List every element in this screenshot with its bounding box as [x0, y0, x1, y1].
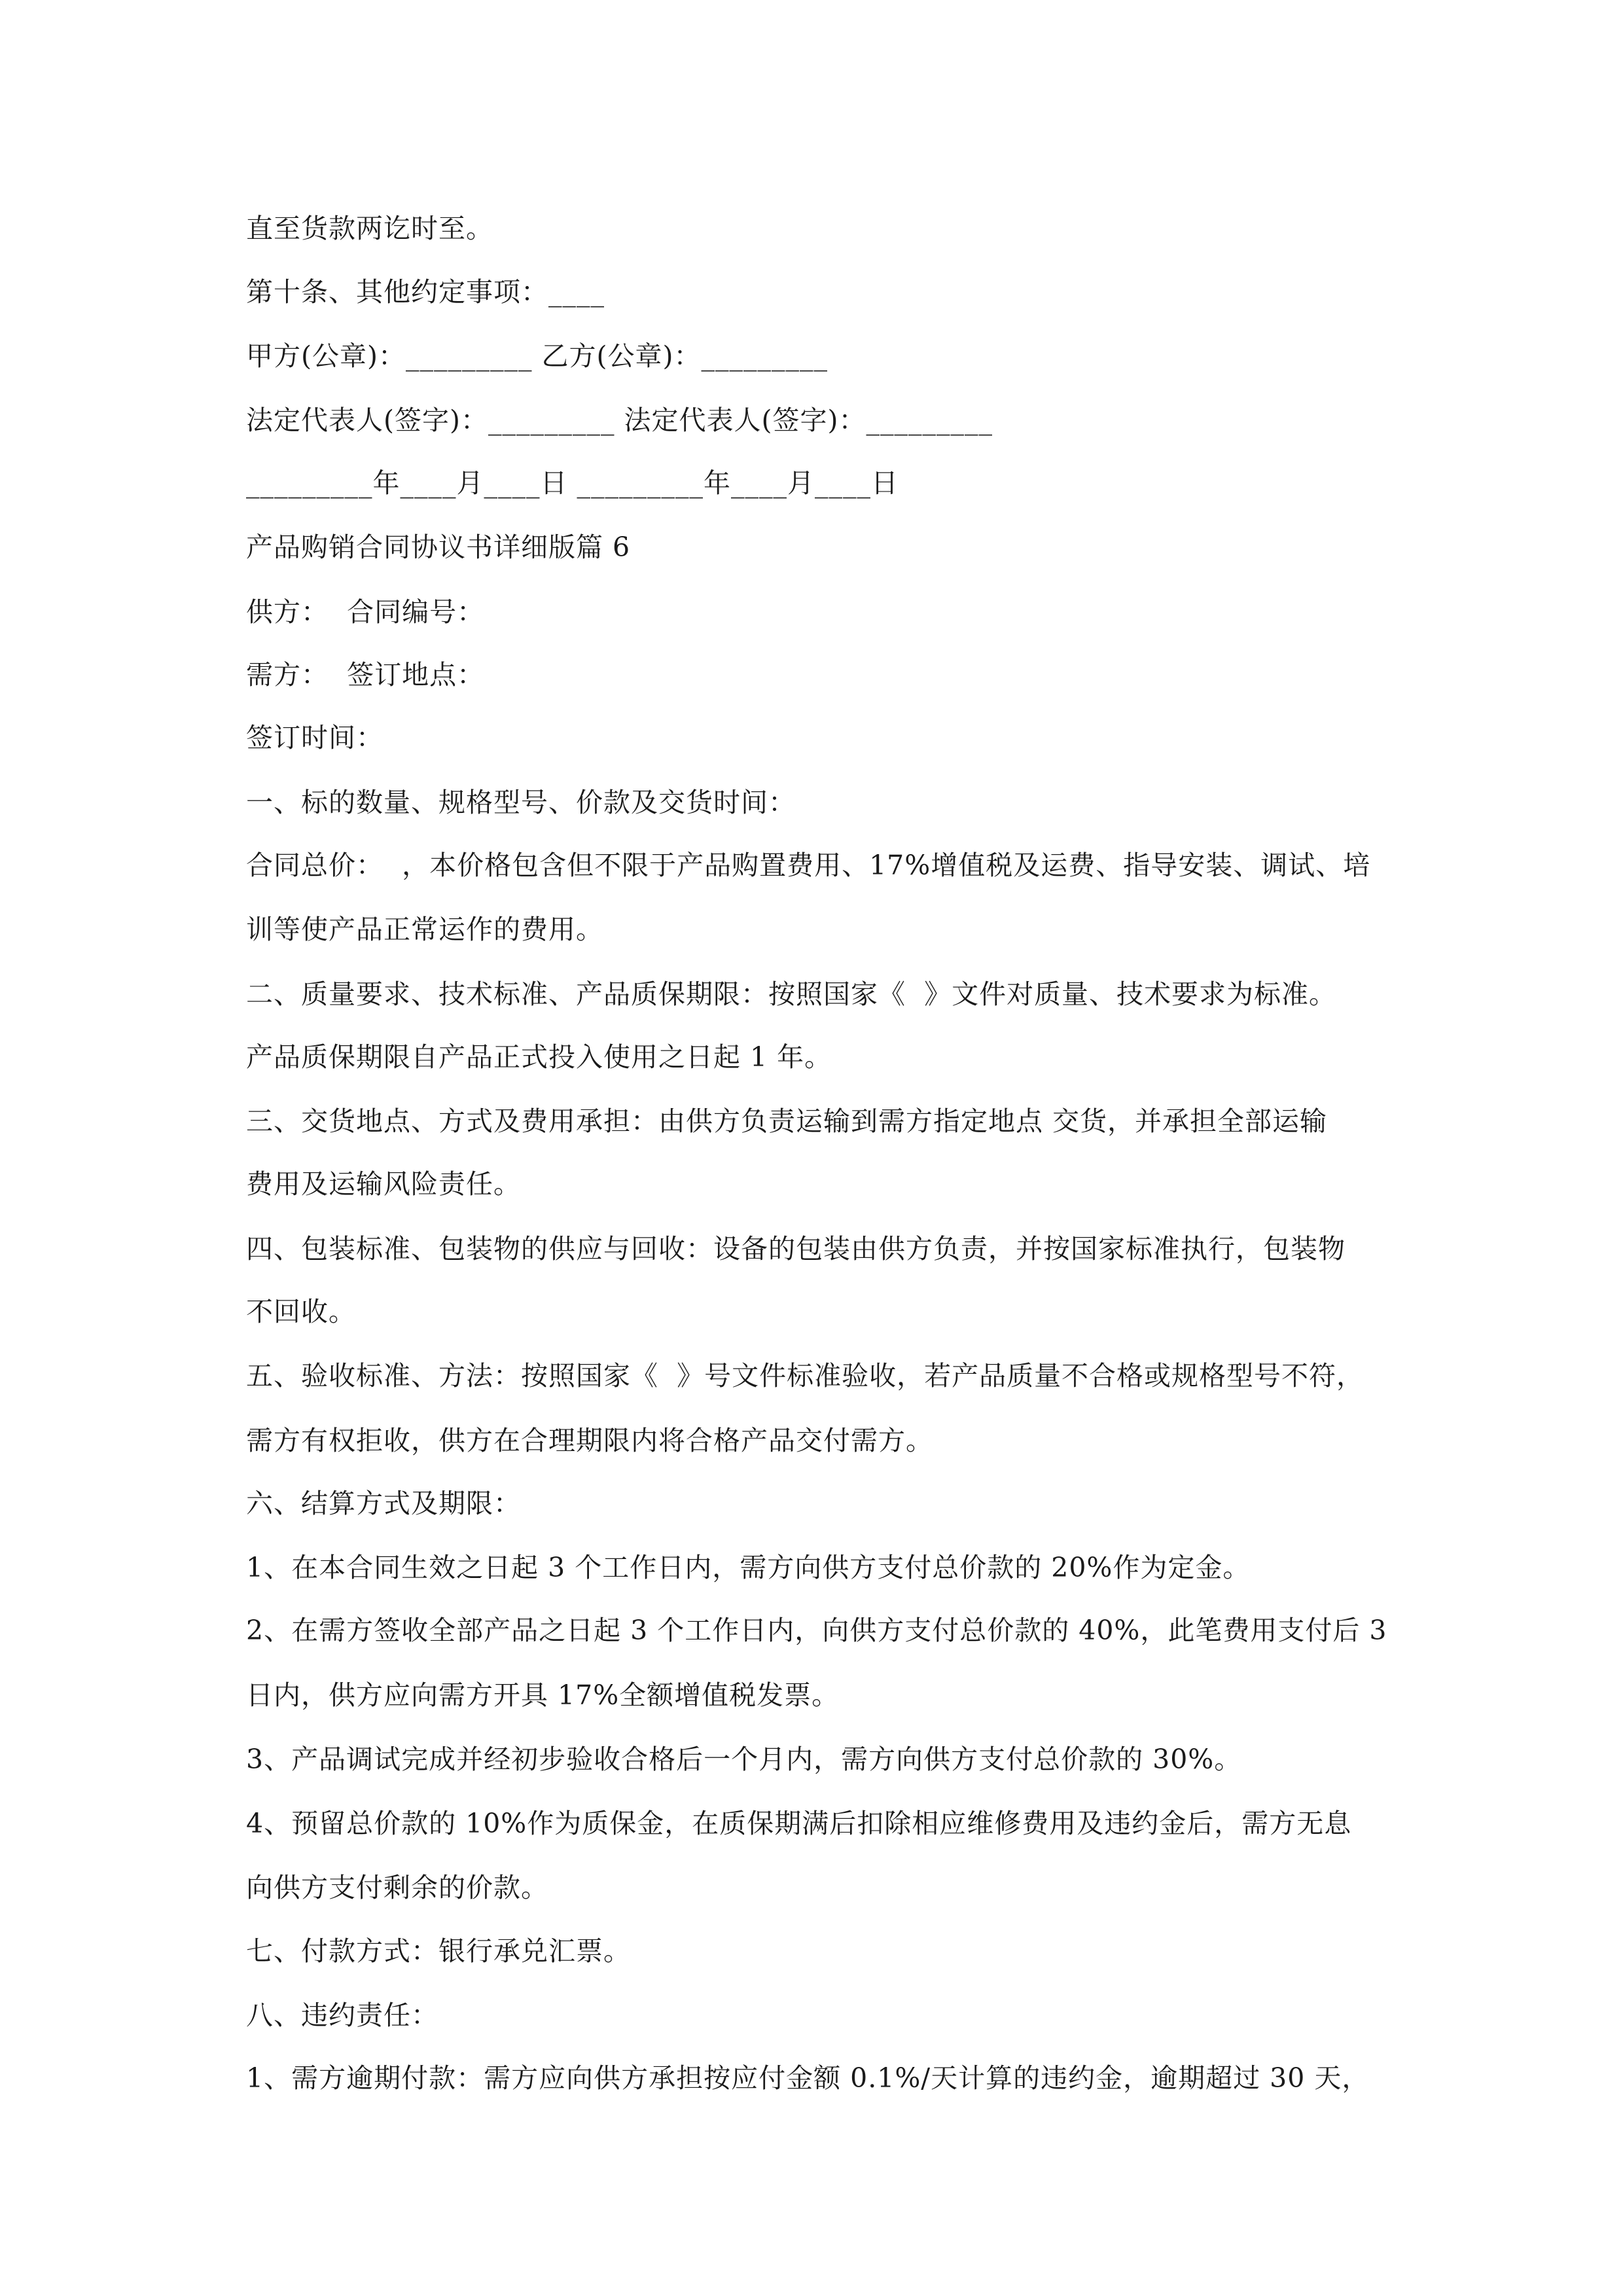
text-line: 2、在需方签收全部产品之日起 3 个工作日内，向供方支付总价款的 40%，此笔费用支付后 3	[246, 1615, 1387, 1646]
text-line: 1、在本合同生效之日起 3 个工作日内，需方向供方支付总价款的 20%作为定金。	[246, 1552, 1251, 1583]
text-line: 五、验收标准、方法：按照国家《 》号文件标准验收，若产品质量不合格或规格型号不符，	[246, 1360, 1364, 1391]
text-line: 供方： 合同编号：	[246, 596, 485, 628]
text-line: 六、结算方式及期限：	[246, 1488, 521, 1519]
text-line: 训等使产品正常运作的费用。	[246, 914, 603, 945]
text-line: 3、产品调试完成并经初步验收合格后一个月内，需方向供方支付总价款的 30%。	[246, 1744, 1242, 1775]
text-line: 签订时间：	[246, 722, 383, 753]
text-line: 一、标的数量、规格型号、价款及交货时间：	[246, 787, 796, 818]
text-line: 七、付款方式：银行承兑汇票。	[246, 1935, 631, 1967]
text-line: 4、预留总价款的 10%作为质保金，在质保期满后扣除相应维修费用及违约金后，需方无息	[246, 1808, 1352, 1839]
text-line: 需方： 签订地点：	[246, 659, 485, 691]
text-line: 费用及运输风险责任。	[246, 1168, 521, 1200]
text-line: 直至货款两讫时至。	[246, 213, 493, 244]
text-line: 产品质保期限自产品正式投入使用之日起 1 年。	[246, 1041, 832, 1073]
text-line: 第十条、其他约定事项：____	[246, 276, 605, 308]
text-line: 法定代表人(签字)：_________ 法定代表人(签字)：_________	[246, 404, 993, 436]
text-line: 日内，供方应向需方开具 17%全额增值税发票。	[246, 1679, 840, 1711]
text-line: 三、交货地点、方式及费用承担：由供方负责运输到需方指定地点 交货，并承担全部运输	[246, 1105, 1328, 1137]
text-line: 需方有权拒收，供方在合理期限内将合格产品交付需方。	[246, 1425, 933, 1456]
text-line: 1、需方逾期付款：需方应向供方承担按应付金额 0.1%/天计算的违约金，逾期超过 30 天，	[246, 2062, 1370, 2094]
text-line: 向供方支付剩余的价款。	[246, 1872, 548, 1903]
section-heading: 产品购销合同协议书详细版篇 6	[246, 531, 631, 563]
text-line: 八、违约责任：	[246, 2000, 438, 2031]
text-line: 二、质量要求、技术标准、产品质保期限：按照国家《 》文件对质量、技术要求为标准。	[246, 978, 1337, 1010]
text-line: _________年____月____日 _________年____月____日	[246, 467, 899, 499]
text-line: 不回收。	[246, 1296, 356, 1327]
text-line: 甲方(公章)：_________ 乙方(公章)：_________	[246, 340, 829, 372]
text-line: 四、包装标准、包装物的供应与回收：设备的包装由供方负责，并按国家标准执行，包装物	[246, 1233, 1346, 1265]
text-line: 合同总价： ，本价格包含但不限于产品购置费用、17%增值税及运费、指导安装、调试、培	[246, 850, 1371, 881]
